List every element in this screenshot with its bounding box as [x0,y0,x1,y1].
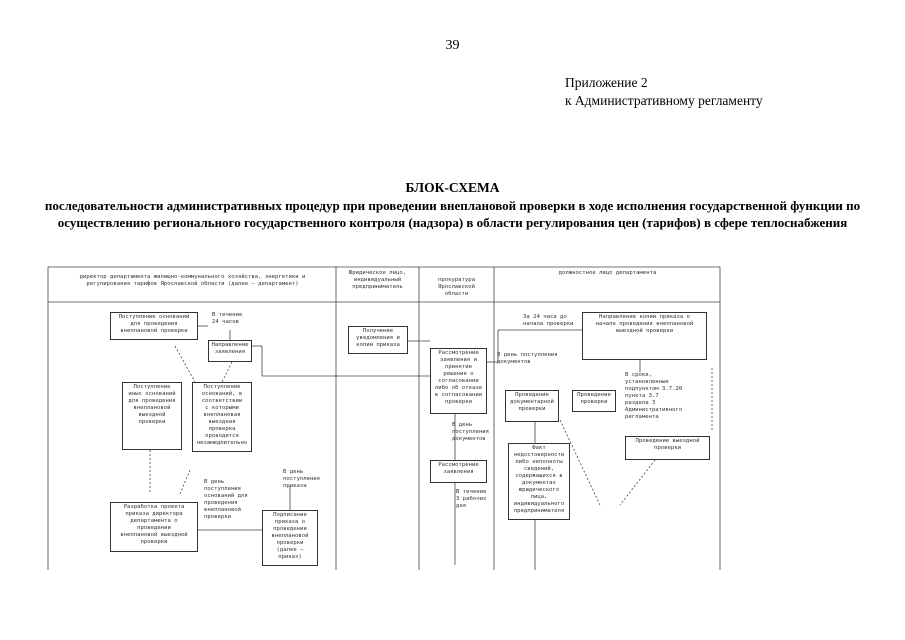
appendix-line-2: к Административному регламенту [565,93,763,108]
note-same-day-grounds: В день поступления оснований для проведения внеплановой проверки [204,479,248,520]
flow-box-application-sent: Направление заявления [208,340,252,362]
flow-box-immediate-grounds: Поступление оснований, в соответствии с которыми внеплановая выездная проверка проводится незамедлительно [192,382,252,452]
flow-box-send-order-copy: Направление копии приказа о начале проведения внеплановой выездной проверки [582,312,707,360]
flow-box-draft-order: Разработка проекта приказа директора департамента о проведении внеплановой выездной проверки [110,502,198,552]
flow-box-sign-order: Подписание приказа о проведении внеплановой проверки (далее – приказ) [262,510,318,566]
column-header-official: должностное лицо департамента [558,270,657,276]
flow-box-grounds-received: Поступление оснований для проведения внеплановой проверки [110,312,198,340]
note-3-working-days: В течение 3 рабочих дня [456,489,487,509]
column-header-director: директор департамента жилищно-коммунального хозяйства, энергетики и регулирования тарифов Ярославской области (далее – департамент) [79,274,306,287]
document-title: БЛОК-СХЕМА [405,180,500,195]
flow-box-conduct-check: Проведение проверки [572,390,616,412]
note-deadlines: В сроки, установленные подпунктом 3.7.20 пункта 3.7 раздела 3 Административного регламента [625,372,683,420]
page-number: 39 [445,38,460,53]
flow-box-field-check: Проведение выездной проверки [625,436,710,460]
column-header-legal-entity: Юридическое лицо, индивидуальный предприниматель [348,270,407,290]
flow-box-inaccuracy-fact: Факт недостоверности либо неполноты сведений, содержащихся в документах юридического лица, индивидуального предпринимателя [508,443,570,520]
flow-box-documentary-check: Проведение документарной проверки [505,390,559,422]
note-24-hours-before: За 24 часа до начала проверки [523,314,574,327]
flow-box-review-application: Рассмотрение заявления [430,460,487,483]
note-within-24-hours: В течение 24 часов [212,312,243,325]
flow-box-other-grounds: Поступление иных оснований для проведения внеплановой выездной проверки [122,382,182,450]
flow-box-prosecutor-decision: Рассмотрение заявления и принятие решения о согласовании либо об отказе в согласовании проверки [430,348,487,414]
note-same-day-order: В день поступления приказа [283,469,321,489]
note-same-day-documents-2: В день поступления документов [452,422,490,442]
column-header-prosecutor: прокуратура Ярославской области [437,277,476,297]
note-same-day-documents: В день поступления документов [497,352,558,365]
document-subtitle: последовательности административных процедур при проведении внеплановой проверки в ходе исполнения государственной функции по осуществлению регионального государственного контроля (надзора) в области регулирования цен (тарифов) в сфере теплоснабжения [44,198,861,230]
appendix-line-1: Приложение 2 [565,75,648,90]
flow-box-notice-received: Получение уведомления и копии приказа [348,326,408,354]
